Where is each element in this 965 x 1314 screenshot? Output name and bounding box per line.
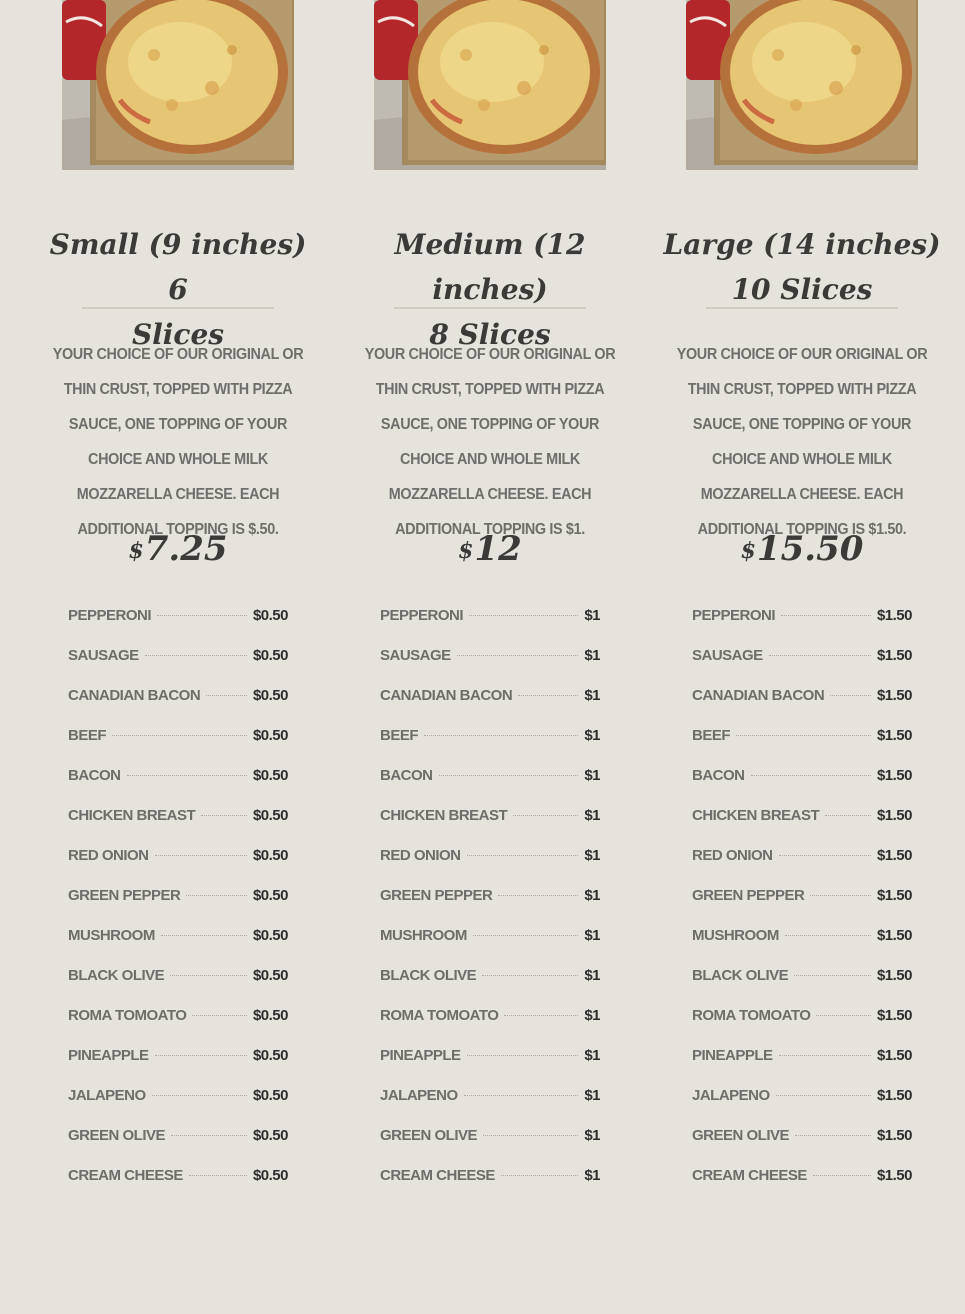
topping-price: $0.50 [252, 687, 288, 704]
topping-name: CANADIAN BACON [68, 687, 201, 704]
topping-row [692, 956, 912, 996]
dotted-leader [779, 1055, 871, 1056]
topping-price: $0.50 [252, 1047, 288, 1064]
topping-row [380, 836, 600, 876]
currency-symbol: $ [458, 538, 474, 564]
topping-price: $1.50 [876, 647, 912, 664]
divider [394, 307, 586, 309]
topping-name: CREAM CHEESE [692, 1167, 807, 1184]
topping-price: $0.50 [252, 887, 288, 904]
dotted-leader [830, 695, 871, 696]
dotted-leader [813, 1175, 871, 1176]
topping-row [692, 1036, 912, 1076]
topping-row [68, 916, 288, 956]
dotted-leader [518, 695, 578, 696]
dotted-leader [192, 1015, 247, 1016]
size-title-line-2: 10 Slices [731, 273, 873, 307]
topping-row [380, 996, 600, 1036]
topping-price: $1.50 [876, 767, 912, 784]
dotted-leader [145, 655, 247, 656]
topping-price: $1.50 [876, 807, 912, 824]
dotted-leader [464, 1095, 579, 1096]
topping-row [692, 596, 912, 636]
topping-name: CHICKEN BREAST [68, 807, 196, 824]
topping-row [692, 876, 912, 916]
dotted-leader [501, 1175, 578, 1176]
topping-name: GREEN PEPPER [68, 887, 181, 904]
topping-price: $1 [584, 1167, 600, 1184]
topping-name: GREEN OLIVE [68, 1127, 166, 1144]
dotted-leader [155, 855, 247, 856]
size-title-line-2: 8 Slices [429, 318, 551, 352]
topping-row [68, 836, 288, 876]
topping-row [380, 716, 600, 756]
toppings-list [380, 596, 600, 1196]
topping-row [68, 636, 288, 676]
topping-price: $1 [584, 1047, 600, 1064]
dotted-leader [201, 815, 247, 816]
pizza-photo [686, 0, 918, 170]
size-title-line-1: Medium (12 inches) [394, 228, 586, 307]
dotted-leader [483, 1135, 578, 1136]
dotted-leader [473, 935, 578, 936]
divider [706, 307, 898, 309]
topping-name: PINEAPPLE [692, 1047, 773, 1064]
topping-name: SAUSAGE [68, 647, 139, 664]
topping-price: $0.50 [252, 767, 288, 784]
dotted-leader [127, 775, 247, 776]
topping-price: $0.50 [252, 1127, 288, 1144]
topping-name: BLACK OLIVE [692, 967, 789, 984]
topping-price: $1.50 [876, 687, 912, 704]
dotted-leader [469, 615, 578, 616]
topping-row [68, 1036, 288, 1076]
topping-name: BACON [692, 767, 745, 784]
dotted-leader [157, 615, 247, 616]
topping-price: $1.50 [876, 887, 912, 904]
topping-price: $1 [584, 607, 600, 624]
size-description: YOUR CHOICE OF OUR ORIGINAL OR THIN CRUST, TOPPED WITH PIZZA SAUCE, ONE TOPPING OF YOUR CHOICE AND WHOLE MILK MOZZARELLA CHEESE. EACH ADDITIONAL TOPPING IS $1. [364, 346, 616, 538]
pizza-image [686, 0, 918, 170]
topping-name: ROMA TOMOATO [692, 1007, 811, 1024]
topping-row [380, 1156, 600, 1196]
topping-name: CREAM CHEESE [380, 1167, 495, 1184]
topping-name: MUSHROOM [380, 927, 467, 944]
topping-name: MUSHROOM [692, 927, 779, 944]
topping-price: $1 [584, 647, 600, 664]
topping-name: BEEF [68, 727, 107, 744]
topping-name: BEEF [380, 727, 419, 744]
topping-name: PINEAPPLE [68, 1047, 149, 1064]
topping-row [380, 636, 600, 676]
topping-price: $0.50 [252, 1167, 288, 1184]
dotted-leader [467, 1055, 579, 1056]
topping-row [68, 716, 288, 756]
topping-name: MUSHROOM [68, 927, 155, 944]
topping-row [68, 956, 288, 996]
topping-price: $1 [584, 1127, 600, 1144]
topping-price: $1 [584, 1087, 600, 1104]
dotted-leader [206, 695, 247, 696]
topping-row [380, 1036, 600, 1076]
dotted-leader [776, 1095, 871, 1096]
topping-row [692, 1076, 912, 1116]
topping-name: SAUSAGE [692, 647, 763, 664]
size-description: YOUR CHOICE OF OUR ORIGINAL OR THIN CRUST, TOPPED WITH PIZZA SAUCE, ONE TOPPING OF YOUR CHOICE AND WHOLE MILK MOZZARELLA CHEESE. EACH ADDITIONAL TOPPING IS $.50. [52, 346, 304, 538]
topping-name: CANADIAN BACON [692, 687, 825, 704]
dotted-leader [112, 735, 247, 736]
pizza-image [374, 0, 606, 170]
topping-price: $1.50 [876, 1007, 912, 1024]
topping-price: $1 [584, 1007, 600, 1024]
topping-price: $1.50 [876, 927, 912, 944]
topping-price: $1 [584, 887, 600, 904]
topping-price: $0.50 [252, 967, 288, 984]
dotted-leader [769, 655, 871, 656]
topping-name: GREEN PEPPER [692, 887, 805, 904]
topping-name: PINEAPPLE [380, 1047, 461, 1064]
divider [82, 307, 274, 309]
topping-name: RED ONION [380, 847, 461, 864]
dotted-leader [810, 895, 871, 896]
price-value: 7.25 [144, 529, 228, 569]
dotted-leader [170, 975, 247, 976]
topping-price: $1 [584, 927, 600, 944]
topping-name: BLACK OLIVE [380, 967, 477, 984]
topping-price: $1 [584, 967, 600, 984]
topping-row [68, 596, 288, 636]
topping-row [380, 596, 600, 636]
dotted-leader [186, 895, 247, 896]
topping-name: RED ONION [68, 847, 149, 864]
topping-row [380, 756, 600, 796]
dotted-leader [457, 655, 579, 656]
dotted-leader [439, 775, 579, 776]
dotted-leader [482, 975, 578, 976]
topping-price: $0.50 [252, 727, 288, 744]
topping-price: $0.50 [252, 647, 288, 664]
topping-name: ROMA TOMOATO [380, 1007, 499, 1024]
topping-name: BACON [68, 767, 121, 784]
topping-price: $1 [584, 767, 600, 784]
topping-name: CHICKEN BREAST [380, 807, 508, 824]
topping-row [380, 676, 600, 716]
size-title-line-1: Small (9 inches) 6 [49, 228, 307, 307]
toppings-list [692, 596, 912, 1196]
topping-price: $1.50 [876, 847, 912, 864]
topping-name: JALAPENO [68, 1087, 146, 1104]
dotted-leader [794, 975, 871, 976]
topping-price: $0.50 [252, 807, 288, 824]
topping-row [692, 996, 912, 1036]
topping-row [68, 796, 288, 836]
topping-name: GREEN PEPPER [380, 887, 493, 904]
topping-name: BEEF [692, 727, 731, 744]
dotted-leader [504, 1015, 578, 1016]
topping-name: CREAM CHEESE [68, 1167, 183, 1184]
topping-price: $1.50 [876, 1047, 912, 1064]
dotted-leader [751, 775, 871, 776]
topping-row [380, 916, 600, 956]
topping-name: PEPPERONI [380, 607, 464, 624]
topping-row [692, 1116, 912, 1156]
dotted-leader [424, 735, 578, 736]
topping-row [68, 1116, 288, 1156]
topping-name: BACON [380, 767, 433, 784]
topping-row [68, 756, 288, 796]
dotted-leader [171, 1135, 247, 1136]
dotted-leader [155, 1055, 247, 1056]
size-price [662, 525, 942, 575]
topping-name: JALAPENO [380, 1087, 458, 1104]
pizza-photo [374, 0, 606, 170]
dotted-leader [816, 1015, 871, 1016]
size-description: YOUR CHOICE OF OUR ORIGINAL OR THIN CRUST, TOPPED WITH PIZZA SAUCE, ONE TOPPING OF YOUR CHOICE AND WHOLE MILK MOZZARELLA CHEESE. EACH ADDITIONAL TOPPING IS $1.50. [676, 346, 928, 538]
topping-name: BLACK OLIVE [68, 967, 165, 984]
topping-name: GREEN OLIVE [380, 1127, 478, 1144]
topping-row [68, 876, 288, 916]
dotted-leader [781, 615, 871, 616]
topping-row [692, 1156, 912, 1196]
dotted-leader [152, 1095, 247, 1096]
size-title-line-2: Slices [131, 318, 225, 352]
topping-price: $1 [584, 847, 600, 864]
price-value: 12 [474, 529, 522, 569]
topping-row [68, 1076, 288, 1116]
dotted-leader [779, 855, 871, 856]
topping-price: $0.50 [252, 847, 288, 864]
topping-row [692, 796, 912, 836]
currency-symbol: $ [128, 538, 144, 564]
topping-row [68, 1156, 288, 1196]
topping-row [380, 1116, 600, 1156]
topping-row [692, 636, 912, 676]
size-price [350, 525, 630, 575]
topping-row [692, 756, 912, 796]
topping-price: $1 [584, 807, 600, 824]
dotted-leader [795, 1135, 871, 1136]
topping-price: $1.50 [876, 607, 912, 624]
dotted-leader [189, 1175, 247, 1176]
topping-name: CANADIAN BACON [380, 687, 513, 704]
pizza-size-title [662, 222, 942, 312]
topping-price: $1.50 [876, 967, 912, 984]
dotted-leader [736, 735, 871, 736]
dotted-leader [498, 895, 578, 896]
topping-row [380, 956, 600, 996]
topping-name: RED ONION [692, 847, 773, 864]
size-title-line-1: Large (14 inches) [663, 228, 941, 262]
dotted-leader [825, 815, 871, 816]
dotted-leader [785, 935, 871, 936]
topping-name: JALAPENO [692, 1087, 770, 1104]
topping-row [380, 796, 600, 836]
topping-row [692, 836, 912, 876]
pizza-image [62, 0, 294, 170]
topping-name: GREEN OLIVE [692, 1127, 790, 1144]
toppings-list [68, 596, 288, 1196]
topping-row [692, 676, 912, 716]
topping-price: $0.50 [252, 1007, 288, 1024]
pizza-photo [62, 0, 294, 170]
currency-symbol: $ [740, 538, 756, 564]
topping-row [380, 876, 600, 916]
dotted-leader [467, 855, 579, 856]
price-value: 15.50 [756, 529, 864, 569]
topping-price: $0.50 [252, 607, 288, 624]
topping-name: CHICKEN BREAST [692, 807, 820, 824]
topping-name: SAUSAGE [380, 647, 451, 664]
topping-name: PEPPERONI [68, 607, 152, 624]
topping-row [380, 1076, 600, 1116]
topping-row [692, 916, 912, 956]
topping-row [68, 676, 288, 716]
topping-price: $1 [584, 687, 600, 704]
topping-price: $1.50 [876, 1087, 912, 1104]
dotted-leader [513, 815, 578, 816]
topping-price: $1.50 [876, 1127, 912, 1144]
topping-name: ROMA TOMOATO [68, 1007, 187, 1024]
topping-price: $1 [584, 727, 600, 744]
topping-name: PEPPERONI [692, 607, 776, 624]
topping-row [692, 716, 912, 756]
dotted-leader [161, 935, 247, 936]
topping-price: $1.50 [876, 1167, 912, 1184]
topping-row [68, 996, 288, 1036]
topping-price: $1.50 [876, 727, 912, 744]
topping-price: $0.50 [252, 927, 288, 944]
size-price [38, 525, 318, 575]
topping-price: $0.50 [252, 1087, 288, 1104]
